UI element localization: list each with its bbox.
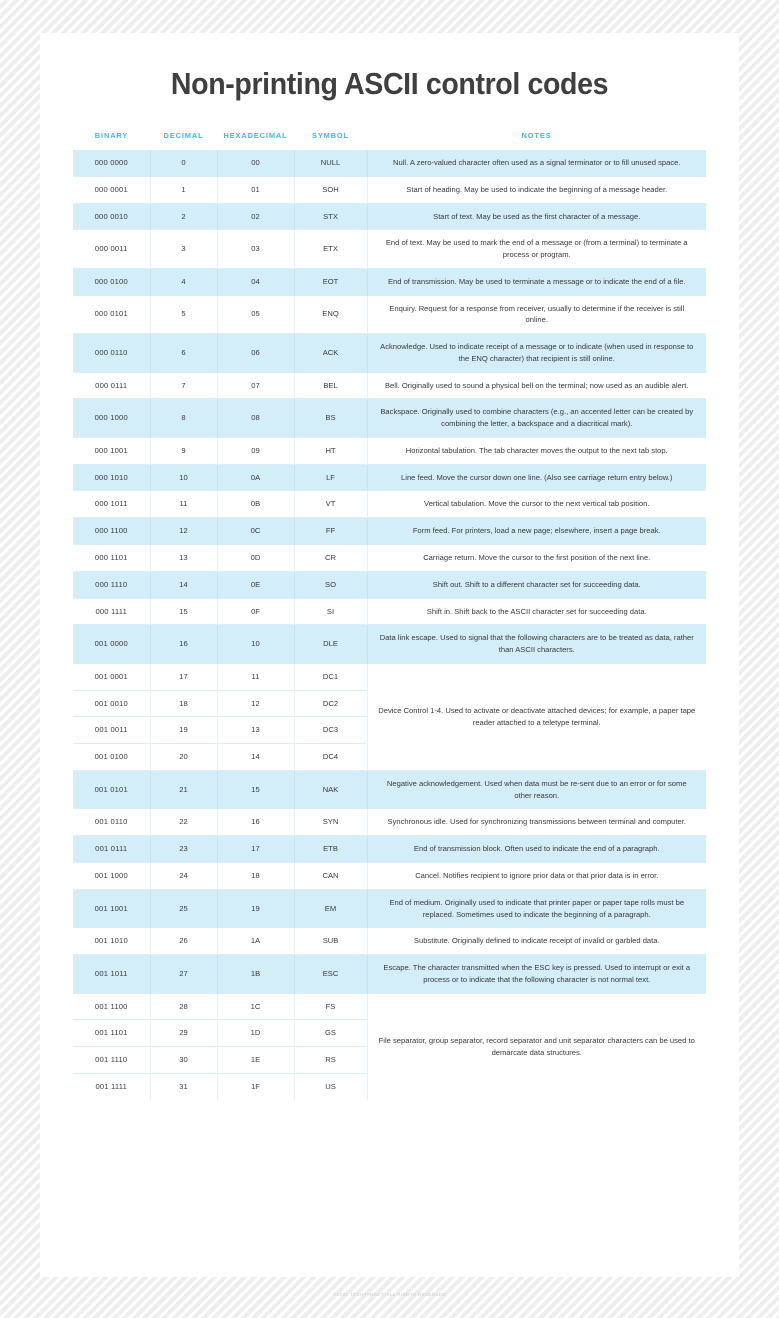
cell-symbol: FF (294, 518, 367, 545)
cell-notes: Null. A zero-valued character often used as a signal terminator or to fill unused space. (367, 150, 706, 177)
table-row (73, 203, 706, 230)
cell-binary: 001 0001 (73, 663, 150, 690)
cell-hex: 0B (217, 491, 294, 518)
cell-binary: 001 1111 (73, 1073, 150, 1099)
cell-symbol: LF (294, 464, 367, 491)
cell-notes: Cancel. Notifies recipient to ignore prior data or that prior data is in error. (367, 862, 706, 889)
cell-symbol: RS (294, 1047, 367, 1074)
cell-hex: 1A (217, 928, 294, 955)
ascii-control-codes-table (73, 124, 706, 1100)
cell-hex: 18 (217, 862, 294, 889)
table-header (73, 124, 706, 150)
cell-notes: End of text. May be used to mark the end of a message or (from a terminal) to terminate a process or program. (367, 230, 706, 269)
table-row (73, 571, 706, 598)
cell-binary: 000 1100 (73, 518, 150, 545)
cell-binary: 000 1010 (73, 464, 150, 491)
cell-notes: Horizontal tabulation. The tab character moves the output to the next tab stop. (367, 437, 706, 464)
cell-notes: Substitute. Originally defined to indicate receipt of invalid or garbled data. (367, 928, 706, 955)
table-row (73, 598, 706, 625)
table-row (73, 836, 706, 863)
column-header-symbol: SYMBOL (294, 124, 367, 150)
cell-binary: 001 1000 (73, 862, 150, 889)
table-row (73, 518, 706, 545)
cell-decimal: 13 (150, 545, 217, 572)
cell-symbol: BS (294, 399, 367, 438)
table-row (73, 230, 706, 269)
cell-notes: Shift out. Shift to a different character set for succeeding data. (367, 571, 706, 598)
cell-symbol: SOH (294, 176, 367, 203)
cell-decimal: 27 (150, 955, 217, 994)
cell-binary: 000 0010 (73, 203, 150, 230)
cell-hex: 02 (217, 203, 294, 230)
cell-decimal: 31 (150, 1073, 217, 1099)
cell-symbol: ETB (294, 836, 367, 863)
cell-decimal: 5 (150, 295, 217, 334)
table-body (73, 150, 706, 1100)
cell-decimal: 15 (150, 598, 217, 625)
cell-hex: 09 (217, 437, 294, 464)
cell-symbol: SUB (294, 928, 367, 955)
cell-decimal: 17 (150, 663, 217, 690)
cell-binary: 000 0100 (73, 268, 150, 295)
cell-binary: 000 0011 (73, 230, 150, 269)
cell-decimal: 6 (150, 334, 217, 373)
cell-binary: 001 1110 (73, 1047, 150, 1074)
cell-notes: Line feed. Move the cursor down one line. (Also see carriage return entry below.) (367, 464, 706, 491)
cell-hex: 1B (217, 955, 294, 994)
cell-binary: 001 0101 (73, 770, 150, 809)
table-row (73, 809, 706, 836)
cell-hex: 1F (217, 1073, 294, 1099)
cell-notes: Enquiry. Request for a response from receiver, usually to determine if the receiver is still online. (367, 295, 706, 334)
cell-notes: Start of text. May be used as the first character of a message. (367, 203, 706, 230)
cell-hex: 16 (217, 809, 294, 836)
cell-binary: 001 1100 (73, 993, 150, 1020)
cell-notes-merged: File separator, group separator, record separator and unit separator characters can be used to demarcate data structures. (367, 993, 706, 1100)
cell-hex: 0A (217, 464, 294, 491)
cell-hex: 0E (217, 571, 294, 598)
cell-hex: 17 (217, 836, 294, 863)
cell-hex: 0D (217, 545, 294, 572)
table-row (73, 770, 706, 809)
table-row (73, 372, 706, 399)
cell-decimal: 9 (150, 437, 217, 464)
cell-hex: 14 (217, 744, 294, 771)
cell-hex: 04 (217, 268, 294, 295)
table-header-row (73, 124, 706, 150)
cell-binary: 001 0110 (73, 809, 150, 836)
cell-symbol: US (294, 1073, 367, 1099)
table-row (73, 491, 706, 518)
cell-symbol: SI (294, 598, 367, 625)
table-row (73, 993, 706, 1020)
cell-binary: 001 1010 (73, 928, 150, 955)
table-row (73, 176, 706, 203)
cell-hex: 1C (217, 993, 294, 1020)
table-row (73, 334, 706, 373)
cell-notes: Acknowledge. Used to indicate receipt of a message or to indicate (when used in response to the ENQ character) that recipient is still online. (367, 334, 706, 373)
table-row (73, 663, 706, 690)
cell-hex: 11 (217, 663, 294, 690)
cell-symbol: DC1 (294, 663, 367, 690)
infographic-card (40, 33, 739, 1277)
cell-symbol: HT (294, 437, 367, 464)
cell-symbol: DLE (294, 625, 367, 664)
cell-symbol: ACK (294, 334, 367, 373)
cell-notes: Backspace. Originally used to combine characters (e.g., an accented letter can be created by combining the letter, a backspace and a diacritical mark). (367, 399, 706, 438)
cell-symbol: FS (294, 993, 367, 1020)
cell-notes: Vertical tabulation. Move the cursor to the next vertical tab position. (367, 491, 706, 518)
cell-decimal: 7 (150, 372, 217, 399)
cell-notes: End of transmission. May be used to terminate a message or to indicate the end of a file. (367, 268, 706, 295)
cell-hex: 06 (217, 334, 294, 373)
cell-symbol: CR (294, 545, 367, 572)
table-row (73, 955, 706, 994)
cell-symbol: NULL (294, 150, 367, 177)
cell-hex: 12 (217, 690, 294, 717)
cell-notes: Synchronous idle. Used for synchronizing transmissions between terminal and computer. (367, 809, 706, 836)
table-row (73, 625, 706, 664)
cell-notes: Shift in. Shift back to the ASCII character set for succeeding data. (367, 598, 706, 625)
table-row (73, 928, 706, 955)
cell-hex: 1D (217, 1020, 294, 1047)
cell-decimal: 12 (150, 518, 217, 545)
table-row (73, 545, 706, 572)
cell-decimal: 16 (150, 625, 217, 664)
cell-symbol: DC2 (294, 690, 367, 717)
cell-decimal: 22 (150, 809, 217, 836)
cell-decimal: 28 (150, 993, 217, 1020)
cell-decimal: 26 (150, 928, 217, 955)
cell-hex: 10 (217, 625, 294, 664)
cell-hex: 19 (217, 889, 294, 928)
cell-hex: 15 (217, 770, 294, 809)
cell-hex: 08 (217, 399, 294, 438)
cell-symbol: DC3 (294, 717, 367, 744)
cell-decimal: 11 (150, 491, 217, 518)
cell-notes: Form feed. For printers, load a new page; elsewhere, insert a page break. (367, 518, 706, 545)
cell-decimal: 18 (150, 690, 217, 717)
table-row (73, 268, 706, 295)
table-row (73, 437, 706, 464)
table-row (73, 150, 706, 177)
cell-binary: 001 1101 (73, 1020, 150, 1047)
cell-symbol: DC4 (294, 744, 367, 771)
cell-notes: Negative acknowledgement. Used when data must be re-sent due to an error or for some other reason. (367, 770, 706, 809)
cell-binary: 001 1001 (73, 889, 150, 928)
cell-decimal: 10 (150, 464, 217, 491)
cell-notes-merged: Device Control 1-4. Used to activate or deactivate attached devices; for example, a paper tape reader attached to a teletype terminal. (367, 663, 706, 770)
cell-binary: 000 1110 (73, 571, 150, 598)
page-title: Non-printing ASCII control codes (170, 66, 609, 101)
table-row (73, 295, 706, 334)
cell-binary: 000 0110 (73, 334, 150, 373)
cell-notes: Bell. Originally used to sound a physical bell on the terminal; now used as an audible alert. (367, 372, 706, 399)
cell-symbol: NAK (294, 770, 367, 809)
column-header-hexadecimal: HEXADECIMAL (217, 124, 294, 150)
cell-hex: 13 (217, 717, 294, 744)
cell-decimal: 14 (150, 571, 217, 598)
column-header-decimal: DECIMAL (150, 124, 217, 150)
cell-decimal: 30 (150, 1047, 217, 1074)
cell-binary: 001 0111 (73, 836, 150, 863)
cell-binary: 000 0111 (73, 372, 150, 399)
cell-symbol: BEL (294, 372, 367, 399)
cell-binary: 001 1011 (73, 955, 150, 994)
cell-symbol: SO (294, 571, 367, 598)
cell-notes: End of medium. Originally used to indicate that printer paper or paper tape rolls must be replaced. Sometimes used to indicate the beginning of a paragraph. (367, 889, 706, 928)
cell-hex: 01 (217, 176, 294, 203)
cell-notes: End of transmission block. Often used to indicate the end of a paragraph. (367, 836, 706, 863)
cell-hex: 1E (217, 1047, 294, 1074)
cell-notes: Start of heading. May be used to indicate the beginning of a message header. (367, 176, 706, 203)
cell-binary: 001 0011 (73, 717, 150, 744)
cell-notes: Escape. The character transmitted when the ESC key is pressed. Used to interrupt or exit a process or to indicate that the following character is not normal text. (367, 955, 706, 994)
cell-decimal: 19 (150, 717, 217, 744)
cell-binary: 001 0000 (73, 625, 150, 664)
cell-binary: 000 1111 (73, 598, 150, 625)
cell-decimal: 3 (150, 230, 217, 269)
cell-symbol: VT (294, 491, 367, 518)
cell-hex: 00 (217, 150, 294, 177)
cell-binary: 000 0001 (73, 176, 150, 203)
cell-notes: Carriage return. Move the cursor to the first position of the next line. (367, 545, 706, 572)
cell-notes: Data link escape. Used to signal that the following characters are to be treated as data, rather than ASCII characters. (367, 625, 706, 664)
cell-binary: 000 1011 (73, 491, 150, 518)
cell-symbol: SYN (294, 809, 367, 836)
cell-decimal: 8 (150, 399, 217, 438)
cell-decimal: 20 (150, 744, 217, 771)
cell-hex: 07 (217, 372, 294, 399)
cell-decimal: 29 (150, 1020, 217, 1047)
cell-decimal: 2 (150, 203, 217, 230)
cell-symbol: ETX (294, 230, 367, 269)
table-row (73, 399, 706, 438)
cell-hex: 0C (217, 518, 294, 545)
table-row (73, 464, 706, 491)
cell-decimal: 25 (150, 889, 217, 928)
cell-symbol: ESC (294, 955, 367, 994)
cell-binary: 000 1001 (73, 437, 150, 464)
cell-symbol: ENQ (294, 295, 367, 334)
table-row (73, 862, 706, 889)
cell-binary: 000 0000 (73, 150, 150, 177)
cell-binary: 000 1101 (73, 545, 150, 572)
cell-decimal: 21 (150, 770, 217, 809)
table-row (73, 889, 706, 928)
cell-binary: 000 1000 (73, 399, 150, 438)
cell-hex: 0F (217, 598, 294, 625)
cell-decimal: 23 (150, 836, 217, 863)
cell-hex: 05 (217, 295, 294, 334)
cell-decimal: 24 (150, 862, 217, 889)
cell-binary: 001 0010 (73, 690, 150, 717)
cell-symbol: CAN (294, 862, 367, 889)
column-header-notes: NOTES (367, 124, 706, 150)
cell-binary: 001 0100 (73, 744, 150, 771)
cell-decimal: 0 (150, 150, 217, 177)
copyright-notice: ©2021 TECHTARGET, ALL RIGHTS RESERVED (333, 1292, 446, 1297)
cell-symbol: EOT (294, 268, 367, 295)
cell-decimal: 4 (150, 268, 217, 295)
cell-symbol: GS (294, 1020, 367, 1047)
cell-hex: 03 (217, 230, 294, 269)
cell-binary: 000 0101 (73, 295, 150, 334)
cell-symbol: EM (294, 889, 367, 928)
column-header-binary: BINARY (73, 124, 150, 150)
cell-symbol: STX (294, 203, 367, 230)
cell-decimal: 1 (150, 176, 217, 203)
